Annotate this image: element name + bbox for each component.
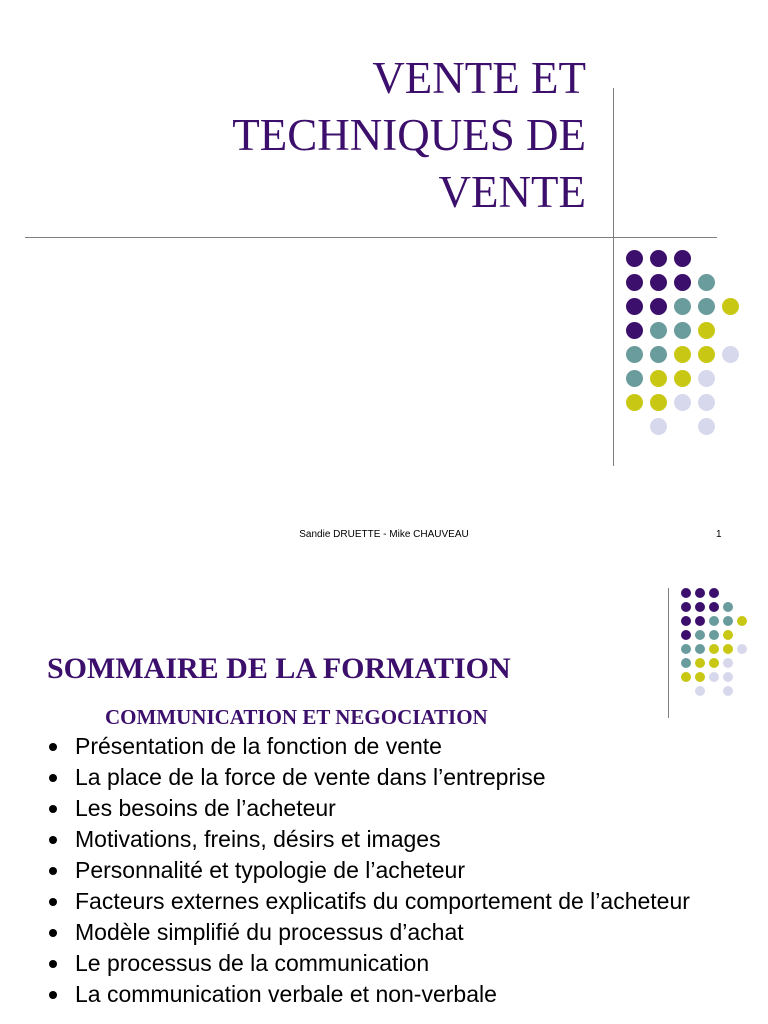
bullet-item xyxy=(47,858,737,883)
decorative-dot xyxy=(626,250,643,267)
bullet-icon xyxy=(49,867,57,875)
decorative-dot xyxy=(695,616,705,626)
decorative-dot xyxy=(698,370,715,387)
bullet-icon xyxy=(49,929,57,937)
bullet-text: Facteurs externes explicatifs du comportement de l’acheteur xyxy=(75,888,690,914)
decorative-dot xyxy=(674,346,691,363)
decorative-dot xyxy=(698,394,715,411)
slide-title: SOMMAIRE DE LA FORMATION xyxy=(47,652,511,685)
decorative-dot xyxy=(709,602,719,612)
bullet-item xyxy=(47,734,737,759)
decorative-dot xyxy=(709,658,719,668)
decorative-dot xyxy=(681,644,691,654)
decorative-dot xyxy=(681,602,691,612)
footer-author: Sandie DRUETTE - Mike CHAUVEAU xyxy=(299,529,469,540)
decorative-dot xyxy=(723,602,733,612)
slide-2 xyxy=(0,560,768,1024)
decorative-dot xyxy=(698,298,715,315)
bullet-list xyxy=(47,734,737,1013)
title-line-2: TECHNIQUES DE xyxy=(232,110,586,160)
decorative-dot xyxy=(695,686,705,696)
decorative-dot xyxy=(674,274,691,291)
bullet-icon xyxy=(49,836,57,844)
decorative-dot xyxy=(695,658,705,668)
decorative-dot xyxy=(723,630,733,640)
decorative-dot xyxy=(695,588,705,598)
bullet-text: La communication verbale et non-verbale xyxy=(75,981,497,1007)
bullet-text: Le processus de la communication xyxy=(75,950,430,976)
bullet-text: La place de la force de vente dans l’entreprise xyxy=(75,764,546,790)
decorative-dot xyxy=(674,250,691,267)
bullet-item xyxy=(47,920,737,945)
bullet-icon xyxy=(49,991,57,999)
decorative-dot xyxy=(626,322,643,339)
decorative-dot xyxy=(681,630,691,640)
slide-subtitle: COMMUNICATION ET NEGOCIATION xyxy=(105,705,488,729)
decorative-dot xyxy=(650,322,667,339)
decorative-dot xyxy=(626,298,643,315)
bullet-item xyxy=(47,982,737,1007)
bullet-icon xyxy=(49,898,57,906)
decorative-dot xyxy=(698,274,715,291)
decorative-dot xyxy=(650,370,667,387)
bullet-icon xyxy=(49,743,57,751)
decorative-dot xyxy=(650,250,667,267)
decorative-dot xyxy=(626,346,643,363)
decorative-dot xyxy=(695,672,705,682)
decorative-dot xyxy=(674,322,691,339)
decorative-dot xyxy=(674,298,691,315)
decorative-dot xyxy=(698,418,715,435)
decorative-dot xyxy=(626,394,643,411)
decorative-dot xyxy=(650,418,667,435)
vertical-divider xyxy=(613,88,614,466)
decorative-dot xyxy=(737,644,747,654)
bullet-text: Présentation de la fonction de vente xyxy=(75,733,442,759)
decorative-dot xyxy=(722,346,739,363)
bullet-item xyxy=(47,827,737,852)
title-line-1: VENTE ET xyxy=(372,53,586,103)
bullet-item xyxy=(47,951,737,976)
bullet-icon xyxy=(49,774,57,782)
decorative-dot xyxy=(723,658,733,668)
decorative-dot xyxy=(695,602,705,612)
decorative-dot xyxy=(681,616,691,626)
vertical-divider xyxy=(668,588,669,718)
decorative-dot xyxy=(709,644,719,654)
decorative-dot xyxy=(722,298,739,315)
decorative-dot xyxy=(626,370,643,387)
decorative-dot xyxy=(681,672,691,682)
slide-title xyxy=(232,50,586,221)
decorative-dot xyxy=(698,346,715,363)
decorative-dot xyxy=(681,588,691,598)
decorative-dot xyxy=(709,672,719,682)
decorative-dot xyxy=(650,346,667,363)
bullet-text: Motivations, freins, désirs et images xyxy=(75,826,441,852)
decorative-dot xyxy=(695,630,705,640)
bullet-text: Les besoins de l’acheteur xyxy=(75,795,336,821)
decorative-dot xyxy=(709,630,719,640)
decorative-dot xyxy=(723,616,733,626)
bullet-item xyxy=(47,889,737,914)
bullet-text: Modèle simplifié du processus d’achat xyxy=(75,919,464,945)
decorative-dot xyxy=(723,672,733,682)
decorative-dot xyxy=(650,274,667,291)
decorative-dot xyxy=(709,616,719,626)
page-number: 1 xyxy=(716,529,722,540)
bullet-item xyxy=(47,765,737,790)
decorative-dot xyxy=(723,644,733,654)
decorative-dot xyxy=(723,686,733,696)
bullet-icon xyxy=(49,805,57,813)
bullet-icon xyxy=(49,960,57,968)
decorative-dot xyxy=(681,658,691,668)
decorative-dot xyxy=(650,394,667,411)
decorative-dot xyxy=(674,394,691,411)
decorative-dot xyxy=(737,616,747,626)
decorative-dot xyxy=(626,274,643,291)
decorative-dot xyxy=(650,298,667,315)
decorative-dot xyxy=(709,588,719,598)
title-line-3: VENTE xyxy=(438,167,586,217)
bullet-item xyxy=(47,796,737,821)
decorative-dot xyxy=(674,370,691,387)
decorative-dot xyxy=(695,644,705,654)
decorative-dot xyxy=(698,322,715,339)
bullet-text: Personnalité et typologie de l’acheteur xyxy=(75,857,465,883)
